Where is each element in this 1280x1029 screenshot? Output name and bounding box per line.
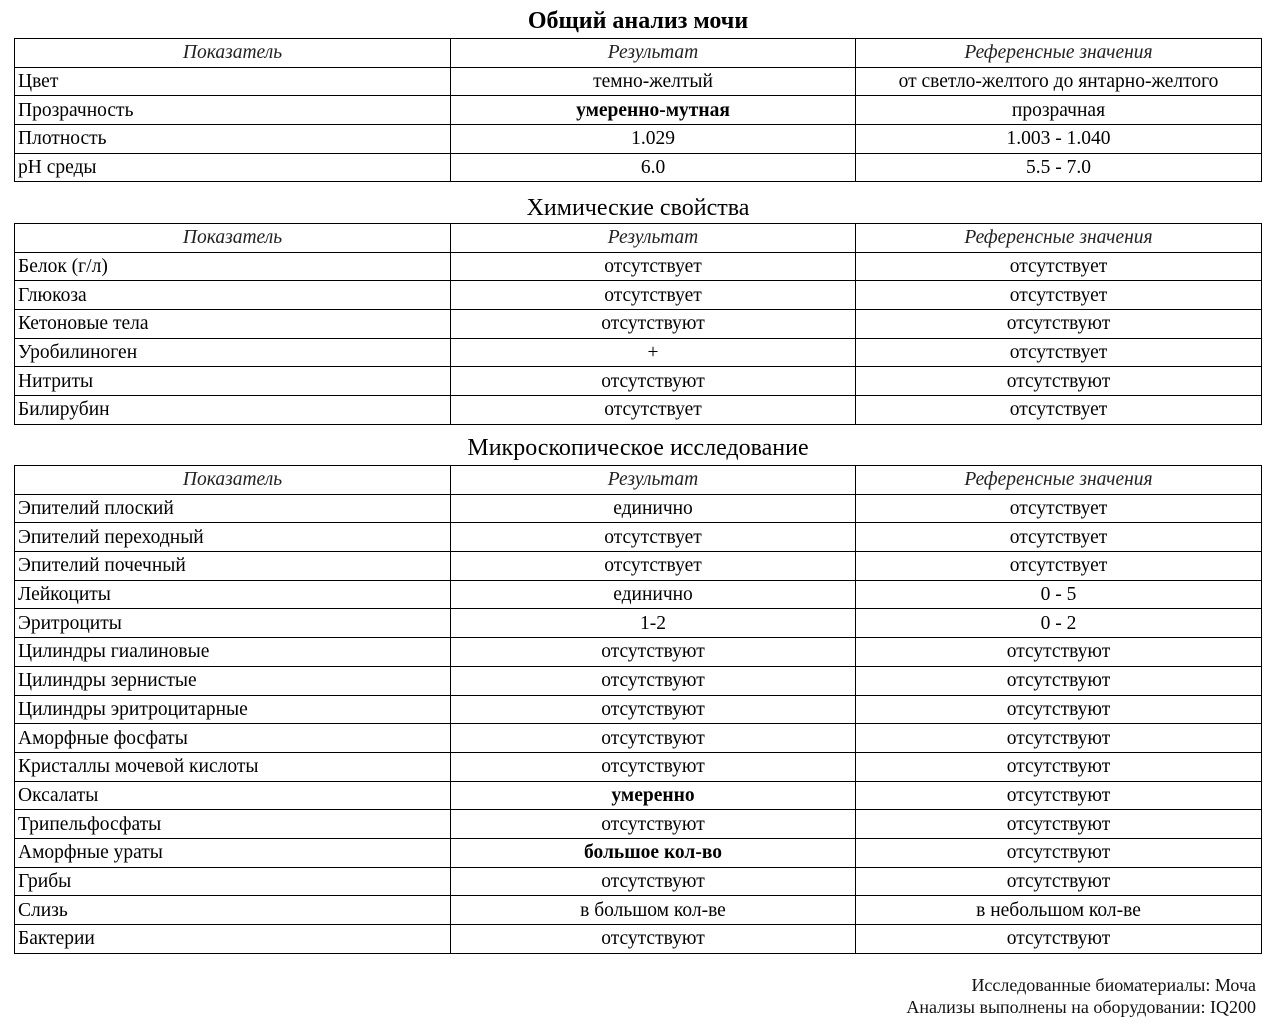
table-row [15, 310, 1262, 339]
table-row [15, 494, 1262, 523]
param-name-cell: Прозрачность [15, 96, 451, 125]
result-cell: темно-желтый [451, 67, 856, 96]
result-cell: отсутствуют [451, 925, 856, 954]
param-name-cell: Эритроциты [15, 609, 451, 638]
reference-cell: отсутствуют [856, 810, 1262, 839]
result-cell: 1.029 [451, 125, 856, 154]
result-cell: отсутствует [451, 552, 856, 581]
table-row [15, 609, 1262, 638]
table-header-row [15, 224, 1262, 253]
param-name-cell: Кристаллы мочевой кислоты [15, 752, 451, 781]
table-row [15, 96, 1262, 125]
reference-cell: от светло-желтого до янтарно-желтого [856, 67, 1262, 96]
table-row [15, 810, 1262, 839]
reference-cell: в небольшом кол-ве [856, 896, 1262, 925]
result-cell: + [451, 338, 856, 367]
result-cell: отсутствуют [451, 695, 856, 724]
table-row [15, 125, 1262, 154]
result-cell: отсутствуют [451, 666, 856, 695]
result-cell: отсутствует [451, 252, 856, 281]
param-name-cell: Бактерии [15, 925, 451, 954]
param-name-cell: Белок (г/л) [15, 252, 451, 281]
reference-cell: отсутствуют [856, 925, 1262, 954]
result-cell: отсутствуют [451, 638, 856, 667]
param-name-cell: Аморфные ураты [15, 838, 451, 867]
reference-cell: отсутствует [856, 338, 1262, 367]
table-row [15, 338, 1262, 367]
result-cell: отсутствует [451, 281, 856, 310]
reference-cell: отсутствует [856, 396, 1262, 425]
footer-biomaterial: Исследованные биоматериалы: Моча [971, 975, 1256, 995]
result-cell: в большом кол-ве [451, 896, 856, 925]
param-name-cell: Аморфные фосфаты [15, 724, 451, 753]
result-cell: большое кол-во [451, 838, 856, 867]
param-name-cell: Оксалаты [15, 781, 451, 810]
reference-cell: 0 - 5 [856, 580, 1262, 609]
table-header-row [15, 39, 1262, 68]
param-name-cell: Цилиндры эритроцитарные [15, 695, 451, 724]
param-name-cell: Цилиндры зернистые [15, 666, 451, 695]
table-row [15, 925, 1262, 954]
param-name-cell: Билирубин [15, 396, 451, 425]
reference-cell: отсутствует [856, 281, 1262, 310]
header-result: Результат [451, 224, 856, 253]
reference-cell: отсутствуют [856, 695, 1262, 724]
reference-cell: отсутствуют [856, 752, 1262, 781]
reference-cell: отсутствуют [856, 666, 1262, 695]
reference-cell: 5.5 - 7.0 [856, 153, 1262, 182]
result-cell: отсутствуют [451, 810, 856, 839]
table-row [15, 552, 1262, 581]
result-cell: единично [451, 580, 856, 609]
param-name-cell: Глюкоза [15, 281, 451, 310]
reference-cell: отсутствует [856, 552, 1262, 581]
result-cell: умеренно [451, 781, 856, 810]
table-row [15, 396, 1262, 425]
param-name-cell: Цвет [15, 67, 451, 96]
table-row [15, 666, 1262, 695]
header-param: Показатель [15, 224, 451, 253]
table-row [15, 638, 1262, 667]
table-row [15, 752, 1262, 781]
chemical-table [14, 223, 1262, 425]
table-row [15, 252, 1262, 281]
reference-cell: отсутствуют [856, 310, 1262, 339]
result-cell: единично [451, 494, 856, 523]
param-name-cell: Кетоновые тела [15, 310, 451, 339]
microscopic-section-title: Микроскопическое исследование [467, 435, 809, 461]
result-cell: отсутствуют [451, 367, 856, 396]
param-name-cell: Плотность [15, 125, 451, 154]
reference-cell: отсутствуют [856, 781, 1262, 810]
header-ref: Референсные значения [856, 39, 1262, 68]
result-cell: отсутствуют [451, 724, 856, 753]
table-row [15, 867, 1262, 896]
table-row [15, 695, 1262, 724]
param-name-cell: Трипельфосфаты [15, 810, 451, 839]
table-row [15, 580, 1262, 609]
header-result: Результат [451, 466, 856, 495]
table-row [15, 367, 1262, 396]
table-header-row [15, 466, 1262, 495]
table-row [15, 281, 1262, 310]
param-name-cell: Грибы [15, 867, 451, 896]
reference-cell: 1.003 - 1.040 [856, 125, 1262, 154]
result-cell: отсутствуют [451, 310, 856, 339]
result-cell: отсутствуют [451, 867, 856, 896]
header-result: Результат [451, 39, 856, 68]
reference-cell: 0 - 2 [856, 609, 1262, 638]
result-cell: отсутствует [451, 523, 856, 552]
table-row [15, 781, 1262, 810]
table-row [15, 153, 1262, 182]
reference-cell: отсутствуют [856, 838, 1262, 867]
table-row [15, 896, 1262, 925]
reference-cell: отсутствует [856, 523, 1262, 552]
general-section-title: Общий анализ мочи [527, 8, 749, 34]
result-cell: отсутствуют [451, 752, 856, 781]
header-param: Показатель [15, 466, 451, 495]
param-name-cell: Эпителий переходный [15, 523, 451, 552]
result-cell: умеренно-мутная [451, 96, 856, 125]
param-name-cell: Лейкоциты [15, 580, 451, 609]
result-cell: 1-2 [451, 609, 856, 638]
header-ref: Референсные значения [856, 224, 1262, 253]
param-name-cell: Слизь [15, 896, 451, 925]
reference-cell: отсутствуют [856, 367, 1262, 396]
result-cell: отсутствует [451, 396, 856, 425]
reference-cell: отсутствуют [856, 638, 1262, 667]
param-name-cell: Уробилиноген [15, 338, 451, 367]
table-row [15, 838, 1262, 867]
reference-cell: отсутствует [856, 252, 1262, 281]
param-name-cell: Нитриты [15, 367, 451, 396]
reference-cell: отсутствуют [856, 867, 1262, 896]
reference-cell: прозрачная [856, 96, 1262, 125]
param-name-cell: Эпителий плоский [15, 494, 451, 523]
param-name-cell: pH среды [15, 153, 451, 182]
param-name-cell: Эпителий почечный [15, 552, 451, 581]
header-param: Показатель [15, 39, 451, 68]
table-row [15, 724, 1262, 753]
header-ref: Референсные значения [856, 466, 1262, 495]
reference-cell: отсутствует [856, 494, 1262, 523]
footer-equipment: Анализы выполнены на оборудовании: IQ200 [906, 997, 1256, 1017]
table-row [15, 67, 1262, 96]
param-name-cell: Цилиндры гиалиновые [15, 638, 451, 667]
table-row [15, 523, 1262, 552]
microscopic-table [14, 465, 1262, 954]
general-table [14, 38, 1262, 182]
result-cell: 6.0 [451, 153, 856, 182]
reference-cell: отсутствуют [856, 724, 1262, 753]
chemical-section-title: Химические свойства [526, 195, 750, 221]
